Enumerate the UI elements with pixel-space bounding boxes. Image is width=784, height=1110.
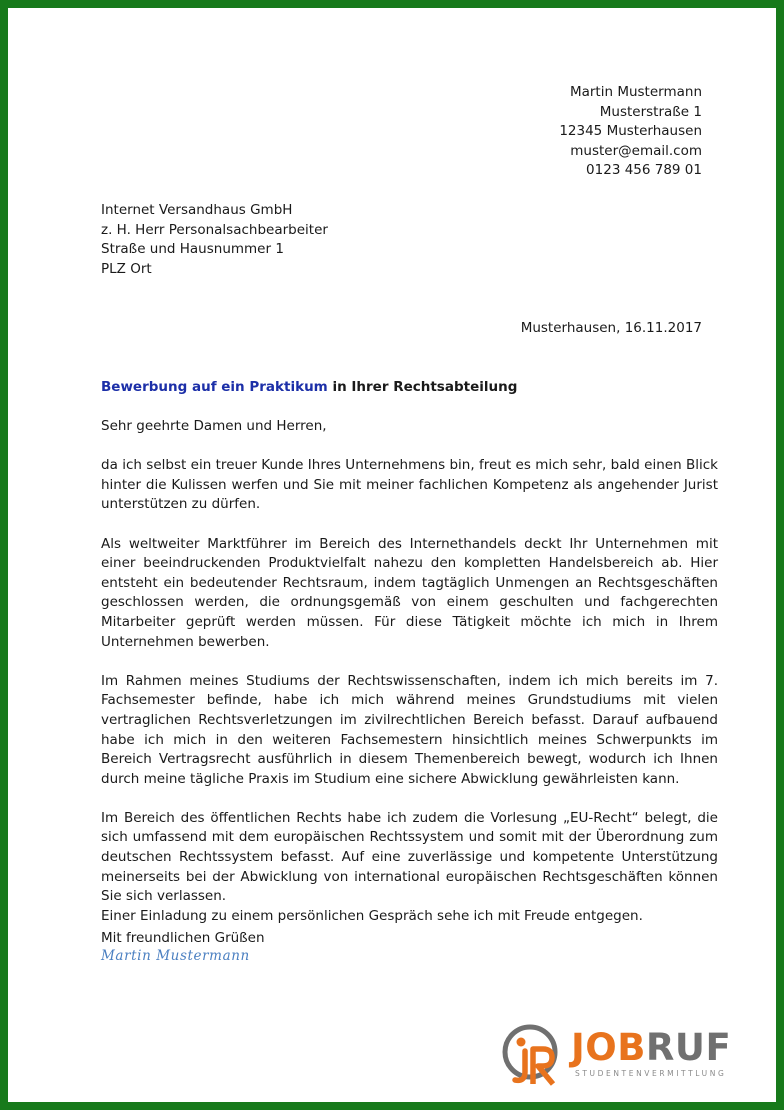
recipient-contact: z. H. Herr Personalsachbearbeiter [101,221,328,238]
letter-date: Musterhausen, 16.11.2017 [520,320,702,336]
recipient-address [101,201,328,279]
logo-text-ruf: RUF [645,1026,732,1069]
salutation: Sehr geehrte Damen und Herren, [101,418,327,434]
logo-text-job: JOB [571,1026,646,1069]
sender-address [559,83,702,181]
logo-mark-icon [501,1022,567,1088]
sender-email: muster@email.com [570,142,702,159]
subject-line [101,378,517,398]
paragraph: Im Bereich des öffentlichen Rechts habe ich zudem die Vorlesung „EU-Recht“ belegt, die sich umfassend mit dem europäischen Rechtssystem und somit mit der Überordnung zum deutschen Rechtssystem befasst. Auf eine zuverlässige und kompetente Unterstützung meinerseits bei der Abwicklung von international europäischen Rechtsgeschäften können Sie sich verlassen. [101,809,718,905]
closing-phrase: Mit freundlichen Grüßen [101,930,265,946]
logo-tagline: STUDENTENVERMITTLUNG [575,1069,727,1078]
sender-phone: 0123 456 789 01 [586,162,702,179]
paragraph: da ich selbst ein treuer Kunde Ihres Unternehmens bin, freut es mich sehr, bald einen Blick hinter die Kulissen werfen und Sie mit meiner fachlichen Kompetenz als angehender Jurist unterstützen zu dürfen. [101,457,718,513]
sender-street: Musterstraße 1 [599,103,702,120]
jobruf-logo [501,1022,732,1088]
recipient-city: PLZ Ort [101,260,152,277]
paragraph: Als weltweiter Marktführer im Bereich des Internethandels deckt Ihr Unternehmen mit einer beeindruckenden Produktvielfalt nahezu den kompletten Handelsbereich ab. Hier entsteht ein bedeutender Rechtsraum, indem tagtäglich Unmengen an Rechtsgeschäften geschlossen werden, die ordnungsgemäß von einem geschulten und fachgerechten Mitarbeiter geprüft werden müssen. Für diese Tätigkeit möchte ich mich in Ihrem Unternehmen bewerben. [101,535,718,650]
subject-highlight: Bewerbung auf ein Praktikum [101,379,328,395]
letter-body [101,417,718,926]
subject-rest: in Ihrer Rechtsabteilung [327,379,518,395]
paragraph: Im Rahmen meines Studiums der Rechtswissenschaften, indem ich mich bereits im 7. Fachsemester befinde, habe ich mich während meines Grundstudiums mit vielen vertraglichen Rechtsverletzungen im zivilrechtlichen Bereich befasst. Darauf aufbauend habe ich mich in den weiteren Fachsemestern hinsichtlich meines Schwerpunkts im Bereich Vertragsrecht ausführlich in diesem Themenbereich bewegt, wodurch ich Ihnen durch meine tägliche Praxis im Studium eine sichere Abwicklung gewährleisten kann. [101,672,718,787]
closing-sentence: Einer Einladung zu einem persönlichen Gespräch sehe ich mit Freude entgegen. [101,907,643,924]
recipient-street: Straße und Hausnummer 1 [101,241,284,258]
recipient-company: Internet Versandhaus GmbH [101,202,293,218]
sender-city: 12345 Musterhausen [559,123,702,140]
logo-wordmark [571,1028,731,1068]
signature: Martin Mustermann [101,948,250,964]
sender-name: Martin Mustermann [569,84,702,100]
